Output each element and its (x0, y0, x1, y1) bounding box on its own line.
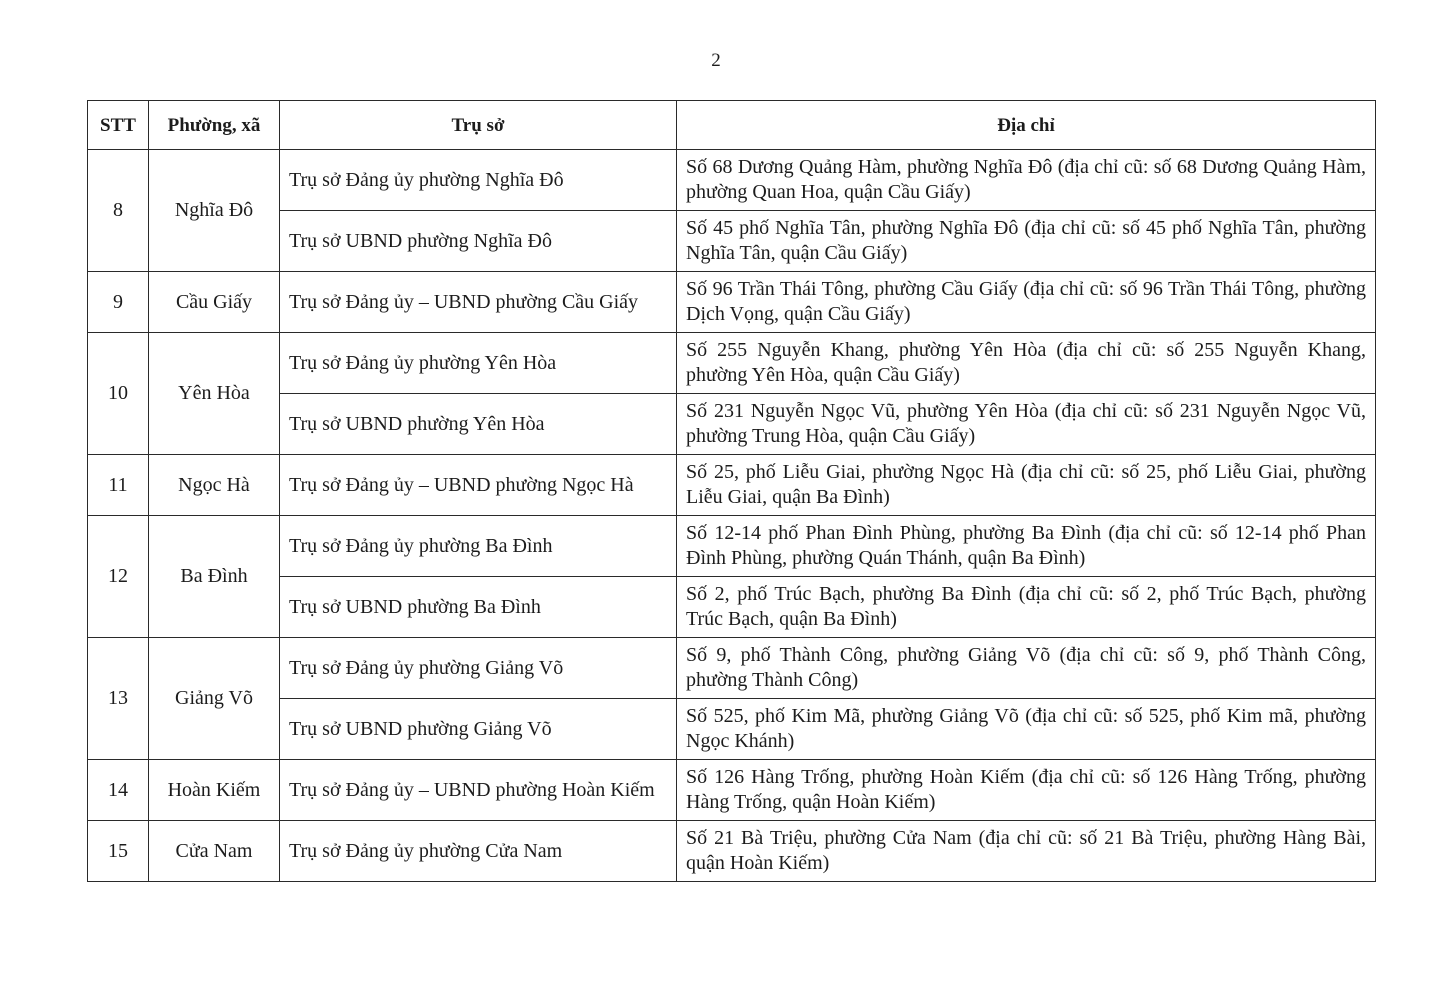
table-row (88, 394, 1376, 455)
table-body (88, 150, 1376, 882)
stt-cell: 13 (88, 638, 149, 760)
office-cell: Trụ sở Đảng ủy phường Ba Đình (280, 516, 677, 577)
address-cell: Số 96 Trần Thái Tông, phường Cầu Giấy (địa chỉ cũ: số 96 Trần Thái Tông, phường Dịch Vọng, quận Cầu Giấy) (677, 272, 1376, 333)
table-row (88, 821, 1376, 882)
address-cell: Số 25, phố Liễu Giai, phường Ngọc Hà (địa chỉ cũ: số 25, phố Liễu Giai, phường Liễu Giai, quận Ba Đình) (677, 455, 1376, 516)
ward-cell: Cầu Giấy (149, 272, 280, 333)
address-cell: Số 45 phố Nghĩa Tân, phường Nghĩa Đô (địa chỉ cũ: số 45 phố Nghĩa Tân, phường Nghĩa Tân, quận Cầu Giấy) (677, 211, 1376, 272)
stt-cell: 8 (88, 150, 149, 272)
address-cell: Số 21 Bà Triệu, phường Cửa Nam (địa chỉ cũ: số 21 Bà Triệu, phường Hàng Bài, quận Hoàn Kiếm) (677, 821, 1376, 882)
stt-cell: 12 (88, 516, 149, 638)
table-row (88, 455, 1376, 516)
ward-cell: Yên Hòa (149, 333, 280, 455)
office-cell: Trụ sở Đảng ủy phường Yên Hòa (280, 333, 677, 394)
office-address-table (87, 100, 1376, 882)
office-cell: Trụ sở UBND phường Nghĩa Đô (280, 211, 677, 272)
table-row (88, 516, 1376, 577)
ward-cell: Ba Đình (149, 516, 280, 638)
office-cell: Trụ sở Đảng ủy phường Giảng Võ (280, 638, 677, 699)
table-row (88, 760, 1376, 821)
table-row (88, 638, 1376, 699)
address-cell: Số 68 Dương Quảng Hàm, phường Nghĩa Đô (địa chỉ cũ: số 68 Dương Quảng Hàm, phường Quan Hoa, quận Cầu Giấy) (677, 150, 1376, 211)
table-header-row (88, 101, 1376, 150)
address-cell: Số 231 Nguyễn Ngọc Vũ, phường Yên Hòa (địa chỉ cũ: số 231 Nguyễn Ngọc Vũ, phường Trung Hòa, quận Cầu Giấy) (677, 394, 1376, 455)
table-row (88, 150, 1376, 211)
ward-cell: Cửa Nam (149, 821, 280, 882)
address-cell: Số 2, phố Trúc Bạch, phường Ba Đình (địa chỉ cũ: số 2, phố Trúc Bạch, phường Trúc Bạch, quận Ba Đình) (677, 577, 1376, 638)
ward-cell: Ngọc Hà (149, 455, 280, 516)
address-cell: Số 525, phố Kim Mã, phường Giảng Võ (địa chỉ cũ: số 525, phố Kim mã, phường Ngọc Khánh) (677, 699, 1376, 760)
address-cell: Số 9, phố Thành Công, phường Giảng Võ (địa chỉ cũ: số 9, phố Thành Công, phường Thành Công) (677, 638, 1376, 699)
table-row (88, 333, 1376, 394)
office-cell: Trụ sở Đảng ủy phường Cửa Nam (280, 821, 677, 882)
header-stt: STT (88, 101, 149, 150)
header-ward: Phường, xã (149, 101, 280, 150)
table-row (88, 211, 1376, 272)
address-cell: Số 126 Hàng Trống, phường Hoàn Kiếm (địa chỉ cũ: số 126 Hàng Trống, phường Hàng Trống, quận Hoàn Kiếm) (677, 760, 1376, 821)
office-cell: Trụ sở Đảng ủy – UBND phường Ngọc Hà (280, 455, 677, 516)
stt-cell: 11 (88, 455, 149, 516)
table-row (88, 272, 1376, 333)
stt-cell: 10 (88, 333, 149, 455)
office-cell: Trụ sở UBND phường Ba Đình (280, 577, 677, 638)
office-cell: Trụ sở Đảng ủy phường Nghĩa Đô (280, 150, 677, 211)
ward-cell: Nghĩa Đô (149, 150, 280, 272)
office-cell: Trụ sở UBND phường Giảng Võ (280, 699, 677, 760)
header-office: Trụ sở (280, 101, 677, 150)
ward-cell: Hoàn Kiếm (149, 760, 280, 821)
address-cell: Số 255 Nguyễn Khang, phường Yên Hòa (địa chỉ cũ: số 255 Nguyễn Khang, phường Yên Hòa, quận Cầu Giấy) (677, 333, 1376, 394)
table-row (88, 577, 1376, 638)
stt-cell: 9 (88, 272, 149, 333)
office-cell: Trụ sở UBND phường Yên Hòa (280, 394, 677, 455)
stt-cell: 14 (88, 760, 149, 821)
office-cell: Trụ sở Đảng ủy – UBND phường Cầu Giấy (280, 272, 677, 333)
page-number: 2 (711, 50, 721, 71)
address-cell: Số 12-14 phố Phan Đình Phùng, phường Ba Đình (địa chỉ cũ: số 12-14 phố Phan Đình Phùng, phường Quán Thánh, quận Ba Đình) (677, 516, 1376, 577)
header-address: Địa chỉ (677, 101, 1376, 150)
stt-cell: 15 (88, 821, 149, 882)
table-row (88, 699, 1376, 760)
office-cell: Trụ sở Đảng ủy – UBND phường Hoàn Kiếm (280, 760, 677, 821)
ward-cell: Giảng Võ (149, 638, 280, 760)
